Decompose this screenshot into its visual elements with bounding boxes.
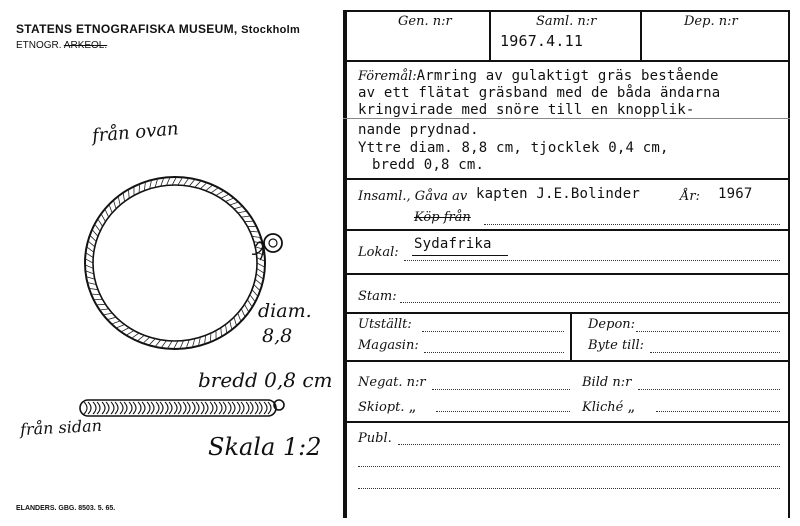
skiopt-ditto: „ [408,397,417,415]
kliche-label-text: Kliché [582,400,624,415]
bild-label: Bild n:r [582,375,632,390]
dept-arkeol: ARKEOL. [63,40,108,51]
dotted-line [422,331,564,332]
row-divider [343,312,790,314]
bracelet-side-view-drawing [72,392,292,426]
lokal-value: Sydafrika [414,236,492,252]
utstallt-label: Utställt: [358,317,412,332]
skiopt-label-text: Skiopt. [358,400,405,415]
gen-label: Gen. n:r [398,14,452,29]
printer-note: ELANDERS. GBG. 8503. 5. 65. [16,505,116,512]
foremal-line-2: av ett flätat gräsband med de båda ändarna [358,85,721,101]
insaml-value: kapten J.E.Bolinder [476,186,640,202]
dotted-line [484,224,780,225]
ar-label: År: [680,189,700,204]
row-divider [343,360,790,362]
kliche-ditto: „ [627,397,636,415]
foremal-label: Föremål: [358,69,417,84]
insaml-label: Insaml., Gåva av [358,189,468,204]
dotted-line [432,389,570,390]
card-left-border [343,10,347,518]
width-label: bredd 0,8 cm [198,368,333,392]
dotted-line [656,411,780,412]
foremal-line-5: Yttre diam. 8,8 cm, tjocklek 0,4 cm, [358,140,669,156]
row-divider [343,229,790,231]
dotted-line [398,444,780,445]
sketch-top-label: från ovan [91,118,180,147]
row-divider [343,273,790,275]
dotted-line [404,260,780,261]
underline [412,255,508,256]
magasin-label: Magasin: [358,338,419,353]
row-divider [343,178,790,180]
ar-value: 1967 [718,186,753,202]
foremal-line-6: bredd 0,8 cm. [372,157,485,173]
dept-etnogr: ETNOGR. [16,40,62,51]
dotted-line [636,331,780,332]
kop-label: Köp från [414,210,471,225]
divider [489,10,491,60]
divider [570,312,572,360]
row-divider [343,60,790,62]
dotted-line [358,488,780,489]
dotted-line [424,352,564,353]
dotted-line [358,466,780,467]
sketch-side-label: från sidan [19,415,103,440]
dotted-line [400,302,780,303]
lokal-label: Lokal: [358,245,399,260]
dotted-line [650,352,780,353]
byte-label: Byte till: [588,338,645,353]
divider [640,10,642,60]
foremal-section [358,66,720,119]
foremal-line-4: nande prydnad. [358,122,479,138]
museum-name: STATENS ETNOGRAFISKA MUSEUM, [16,22,238,36]
depon-label: Depon: [588,317,636,332]
diam-value: 8,8 [262,325,293,347]
dotted-line [436,411,570,412]
department-line [16,40,107,51]
dotted-line [638,389,780,390]
diam-label: diam. [258,300,312,322]
scale-label: Skala 1:2 [208,433,322,461]
row-divider [343,118,790,119]
dep-label: Dep. n:r [684,14,738,29]
foremal-line-3: kringvirade med snöre till en knopplik- [358,102,695,118]
publ-label: Publ. [358,431,392,446]
row-divider [343,421,790,423]
saml-label: Saml. n:r [536,14,597,29]
skiopt-label [358,397,416,415]
kliche-label [582,397,635,415]
museum-city: Stockholm [241,24,301,36]
museum-heading [16,22,300,36]
stam-label: Stam: [358,289,397,304]
card-top-border [343,10,790,12]
saml-value: 1967.4.11 [500,32,584,50]
foremal-line-1: Armring av gulaktigt gräs bestående [416,68,719,84]
card-right-border [788,10,790,518]
negat-label: Negat. n:r [358,375,426,390]
